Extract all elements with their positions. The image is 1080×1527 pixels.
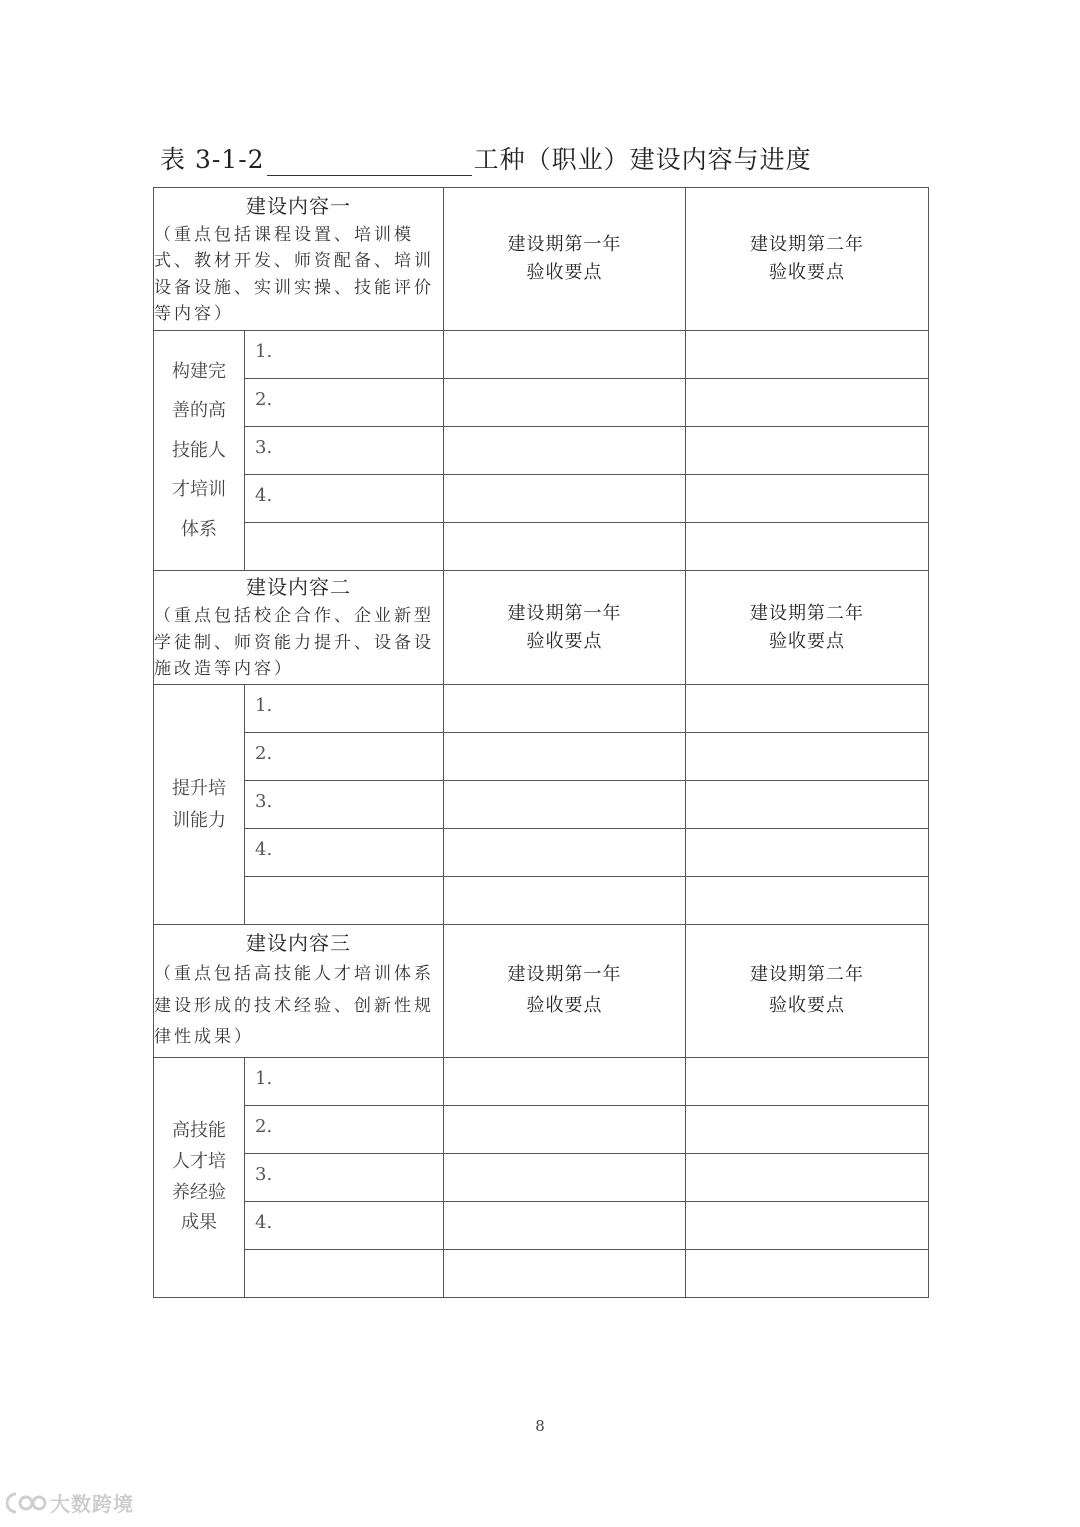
year2-cell[interactable] [686, 427, 929, 475]
title-suffix: 工种（职业）建设内容与进度 [473, 145, 812, 174]
year1-cell[interactable] [444, 1154, 686, 1202]
section-heading-cell [154, 571, 444, 685]
item-number-cell[interactable] [245, 1250, 444, 1298]
table-row [154, 427, 929, 475]
section-side-label [154, 1058, 245, 1298]
item-number-cell[interactable]: 4. [245, 1202, 444, 1250]
year2-cell[interactable] [686, 1058, 929, 1106]
section-heading-cell [154, 925, 444, 1058]
side-label-line: 高技能 [172, 1120, 226, 1142]
table-title [160, 140, 812, 176]
year2-sublabel: 验收要点 [769, 262, 845, 283]
section-description: （重点包括校企合作、企业新型学徒制、师资能力提升、设备设施改造等内容） [154, 606, 434, 680]
year2-sublabel: 验收要点 [769, 995, 845, 1016]
year2-cell[interactable] [686, 331, 929, 379]
year2-cell[interactable] [686, 1154, 929, 1202]
year2-cell[interactable] [686, 1202, 929, 1250]
table-row [154, 877, 929, 925]
year1-cell[interactable] [444, 475, 686, 523]
side-label-line: 才培训 [172, 479, 226, 501]
year1-cell[interactable] [444, 379, 686, 427]
year1-cell[interactable] [444, 1202, 686, 1250]
year1-cell[interactable] [444, 331, 686, 379]
section-header-row [154, 188, 929, 331]
section-side-label [154, 331, 245, 571]
side-label-line: 训能力 [172, 809, 226, 831]
item-number-cell[interactable]: 2. [245, 379, 444, 427]
section-description: （重点包括高技能人才培训体系建设形成的技术经验、创新性规律性成果） [154, 964, 434, 1048]
item-number-cell[interactable]: 2. [245, 1106, 444, 1154]
table-row [154, 1154, 929, 1202]
table-row [154, 523, 929, 571]
construction-table [153, 187, 929, 1298]
year1-label: 建设期第一年 [507, 964, 622, 986]
table-row [154, 733, 929, 781]
item-number-cell[interactable]: 2. [245, 733, 444, 781]
year2-label: 建设期第二年 [750, 602, 864, 624]
year1-cell[interactable] [444, 829, 686, 877]
section-header-row [154, 925, 929, 1058]
section-heading: 建设内容二 [246, 575, 351, 600]
year2-cell[interactable] [686, 733, 929, 781]
side-label-line: 体系 [181, 518, 217, 540]
table-row [154, 781, 929, 829]
year1-cell[interactable] [444, 1106, 686, 1154]
year2-cell[interactable] [686, 1250, 929, 1298]
watermark-logo-icon [6, 1491, 48, 1515]
side-label-line: 人才培 [172, 1150, 226, 1172]
title-prefix: 表 3-1-2 [160, 145, 265, 174]
year1-cell[interactable] [444, 1058, 686, 1106]
item-number-cell[interactable]: 1. [245, 685, 444, 733]
item-number-cell[interactable] [245, 523, 444, 571]
year2-label: 建设期第二年 [750, 964, 864, 986]
item-number-cell[interactable]: 3. [245, 427, 444, 475]
year1-cell[interactable] [444, 733, 686, 781]
year1-sublabel: 验收要点 [526, 995, 603, 1016]
table-row [154, 379, 929, 427]
year2-cell[interactable] [686, 1106, 929, 1154]
year2-cell[interactable] [686, 781, 929, 829]
year1-header [444, 188, 686, 331]
table-row [154, 1250, 929, 1298]
table-row [154, 829, 929, 877]
item-number-cell[interactable]: 4. [245, 829, 444, 877]
section-side-label [154, 685, 245, 925]
year1-cell[interactable] [444, 781, 686, 829]
side-label-line: 成果 [181, 1212, 217, 1234]
section-heading-cell [154, 188, 444, 331]
title-blank-line [267, 153, 472, 176]
table-row [154, 475, 929, 523]
section-heading: 建设内容一 [246, 193, 351, 218]
year1-label: 建设期第一年 [507, 234, 622, 256]
item-number-cell[interactable]: 1. [245, 331, 444, 379]
side-label-line: 提升培 [172, 778, 226, 799]
side-label-line: 养经验 [172, 1181, 226, 1203]
table-row [154, 1202, 929, 1250]
year1-sublabel: 验收要点 [526, 630, 603, 652]
year2-cell[interactable] [686, 523, 929, 571]
item-number-cell[interactable] [245, 877, 444, 925]
year1-cell[interactable] [444, 685, 686, 733]
year1-sublabel: 验收要点 [526, 262, 603, 283]
year1-header [444, 925, 686, 1058]
year2-header [686, 188, 929, 331]
year2-label: 建设期第二年 [750, 234, 864, 256]
year1-header [444, 571, 686, 685]
year2-sublabel: 验收要点 [769, 630, 845, 652]
item-number-cell[interactable]: 3. [245, 1154, 444, 1202]
year2-cell[interactable] [686, 877, 929, 925]
year2-cell[interactable] [686, 379, 929, 427]
year1-label: 建设期第一年 [507, 602, 622, 624]
year1-cell[interactable] [444, 427, 686, 475]
watermark-text: 大数跨境 [50, 1492, 134, 1516]
year1-cell[interactable] [444, 523, 686, 571]
year2-cell[interactable] [686, 685, 929, 733]
table-row [154, 1058, 929, 1106]
year2-cell[interactable] [686, 829, 929, 877]
year1-cell[interactable] [444, 877, 686, 925]
item-number-cell[interactable]: 1. [245, 1058, 444, 1106]
section-header-row [154, 571, 929, 685]
year2-cell[interactable] [686, 475, 929, 523]
section-heading: 建设内容三 [246, 931, 351, 956]
section-description: （重点包括课程设置、培训模式、教材开发、师资配备、培训设备设施、实训实操、技能评价等内容） [154, 224, 434, 324]
item-number-cell[interactable]: 4. [245, 475, 444, 523]
watermark [6, 1488, 134, 1517]
page-number: 8 [535, 1417, 545, 1435]
side-label-line: 技能人 [172, 439, 226, 461]
side-label-line: 构建完 [172, 360, 226, 382]
table-row [154, 685, 929, 733]
year2-header [686, 571, 929, 685]
table-row [154, 331, 929, 379]
year1-cell[interactable] [444, 1250, 686, 1298]
item-number-cell[interactable]: 3. [245, 781, 444, 829]
year2-header [686, 925, 929, 1058]
table-row [154, 1106, 929, 1154]
side-label-line: 善的高 [172, 400, 226, 422]
